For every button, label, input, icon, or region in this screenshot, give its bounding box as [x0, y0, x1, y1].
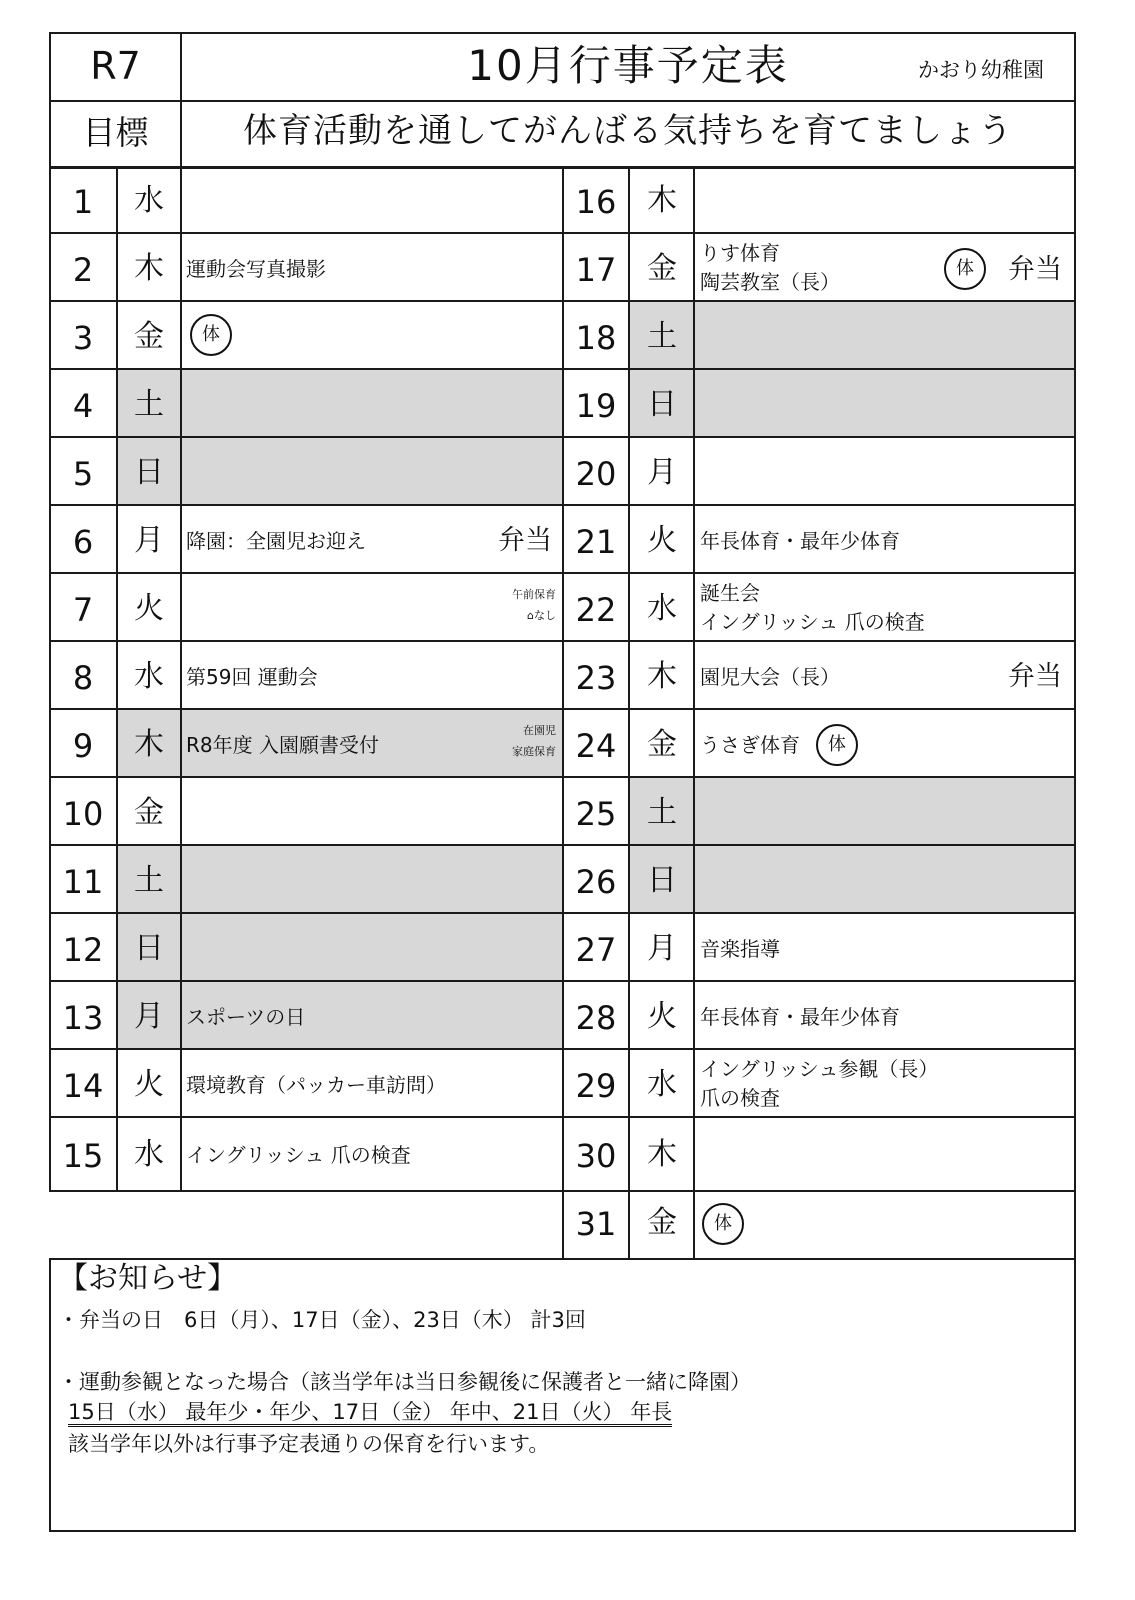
weekday: 木 — [134, 727, 164, 762]
weekday: 土 — [647, 319, 677, 354]
weekday: 火 — [647, 523, 677, 558]
day-number: 6 — [72, 523, 94, 561]
day-number: 28 — [575, 999, 617, 1037]
day-number: 23 — [575, 659, 617, 697]
day-number: 8 — [72, 659, 94, 697]
notice-pe-schedule: 15日（水） 最年少・年少、17日（金） 年中、21日（火） 年長 — [68, 1402, 672, 1427]
day-number: 31 — [575, 1205, 617, 1243]
weekday: 土 — [134, 863, 164, 898]
weekday: 月 — [647, 455, 677, 490]
event-text: 年長体育・最年少体育 — [700, 1005, 900, 1029]
day-number: 12 — [62, 931, 104, 969]
goal-text: 体育活動を通してがんばる気持ちを育てましょう — [243, 111, 1013, 151]
shade-12 — [116, 912, 563, 980]
weekday: 日 — [134, 455, 164, 490]
lunch-label: 弁当 — [498, 525, 552, 556]
page-title: 10月行事予定表 — [467, 41, 789, 90]
event-text: R8年度 入園願書受付 — [186, 733, 379, 757]
event-text: うさぎ体育 — [700, 733, 800, 757]
day-number: 25 — [575, 795, 617, 833]
day-number: 4 — [72, 387, 94, 425]
weekday: 水 — [647, 1067, 677, 1102]
goal-label: 目標 — [82, 113, 149, 152]
event-text: イングリッシュ参観（長） 爪の検査 — [700, 1057, 939, 1110]
day-number: 16 — [575, 183, 617, 221]
lunch-label: 弁当 — [1008, 254, 1062, 285]
event-text: イングリッシュ 爪の検査 — [186, 1143, 411, 1167]
day-number: 30 — [575, 1137, 617, 1175]
event-text: 年長体育・最年少体育 — [700, 529, 900, 553]
pe-circle-icon: 体 — [702, 1203, 744, 1245]
event-text: 誕生会 イングリッシュ 爪の検査 — [700, 581, 925, 634]
event-text: 降園：全園児お迎え — [186, 529, 366, 553]
day-number: 7 — [72, 591, 94, 629]
day-number: 5 — [72, 455, 94, 493]
day-number: 20 — [575, 455, 617, 493]
weekday: 日 — [647, 863, 677, 898]
shade-13 — [116, 980, 563, 1048]
weekday: 水 — [647, 591, 677, 626]
weekday: 土 — [647, 795, 677, 830]
weekday: 水 — [134, 659, 164, 694]
lunch-label: 弁当 — [1008, 661, 1062, 692]
weekday: 金 — [647, 251, 677, 286]
event-note: 在園児 家庭保育 — [512, 724, 556, 758]
event-text: 園児大会（長） — [700, 665, 840, 689]
day-number: 3 — [72, 319, 94, 357]
notice-lunch-days: ・弁当の日 6日（月）、17日（金）、23日（木） 計3回 — [58, 1308, 586, 1332]
shade-4 — [116, 368, 563, 436]
day-number: 27 — [575, 931, 617, 969]
weekday: 金 — [134, 319, 164, 354]
school-name: かおり幼稚園 — [918, 58, 1044, 82]
day-number: 10 — [62, 795, 104, 833]
weekday: 金 — [647, 727, 677, 762]
event-text: りす体育 陶芸教室（長） — [700, 241, 840, 294]
weekday: 水 — [134, 183, 164, 218]
weekday: 金 — [647, 1205, 677, 1240]
weekday: 水 — [134, 1137, 164, 1172]
weekday: 日 — [134, 931, 164, 966]
weekday: 月 — [134, 523, 164, 558]
day-number: 2 — [72, 251, 94, 289]
weekday: 月 — [647, 931, 677, 966]
day-number: 21 — [575, 523, 617, 561]
day-number: 17 — [575, 251, 617, 289]
day-number: 29 — [575, 1067, 617, 1105]
day-number: 19 — [575, 387, 617, 425]
weekday: 木 — [647, 183, 677, 218]
weekday: 日 — [647, 387, 677, 422]
pe-circle-icon: 体 — [944, 248, 986, 290]
weekday: 月 — [134, 999, 164, 1034]
day-number: 13 — [62, 999, 104, 1037]
weekday: 火 — [134, 591, 164, 626]
day-number: 11 — [62, 863, 104, 901]
weekday: 木 — [647, 1137, 677, 1172]
day-number: 9 — [72, 727, 94, 765]
event-text: 第59回 運動会 — [186, 665, 318, 689]
event-note: 午前保育 ⌂なし — [512, 588, 556, 622]
weekday: 土 — [134, 387, 164, 422]
weekday: 木 — [647, 659, 677, 694]
weekday: 金 — [134, 795, 164, 830]
day-number: 18 — [575, 319, 617, 357]
day-number: 24 — [575, 727, 617, 765]
day-number: 1 — [72, 183, 94, 221]
day-number: 26 — [575, 863, 617, 901]
event-text: 運動会写真撮影 — [186, 257, 326, 281]
weekday: 木 — [134, 251, 164, 286]
event-text: スポーツの日 — [186, 1005, 306, 1029]
pe-circle-icon: 体 — [190, 314, 232, 356]
year-label: R7 — [90, 44, 141, 88]
weekday: 火 — [647, 999, 677, 1034]
weekday: 火 — [134, 1067, 164, 1102]
pe-circle-icon: 体 — [816, 724, 858, 766]
notice-title: 【お知らせ】 — [58, 1261, 238, 1296]
day-number: 15 — [62, 1137, 104, 1175]
event-text: 音楽指導 — [700, 937, 780, 961]
shade-11 — [116, 844, 563, 912]
shade-5 — [116, 436, 563, 504]
day-number: 22 — [575, 591, 617, 629]
day-number: 14 — [62, 1067, 104, 1105]
event-text: 環境教育（パッカー車訪問） — [186, 1073, 446, 1097]
notice-pe-visit: ・運動参観となった場合（該当学年は当日参観後に保護者と一緒に降園） — [58, 1370, 751, 1394]
notice-pe-other: 該当学年以外は行事予定表通りの保育を行います。 — [68, 1432, 550, 1456]
